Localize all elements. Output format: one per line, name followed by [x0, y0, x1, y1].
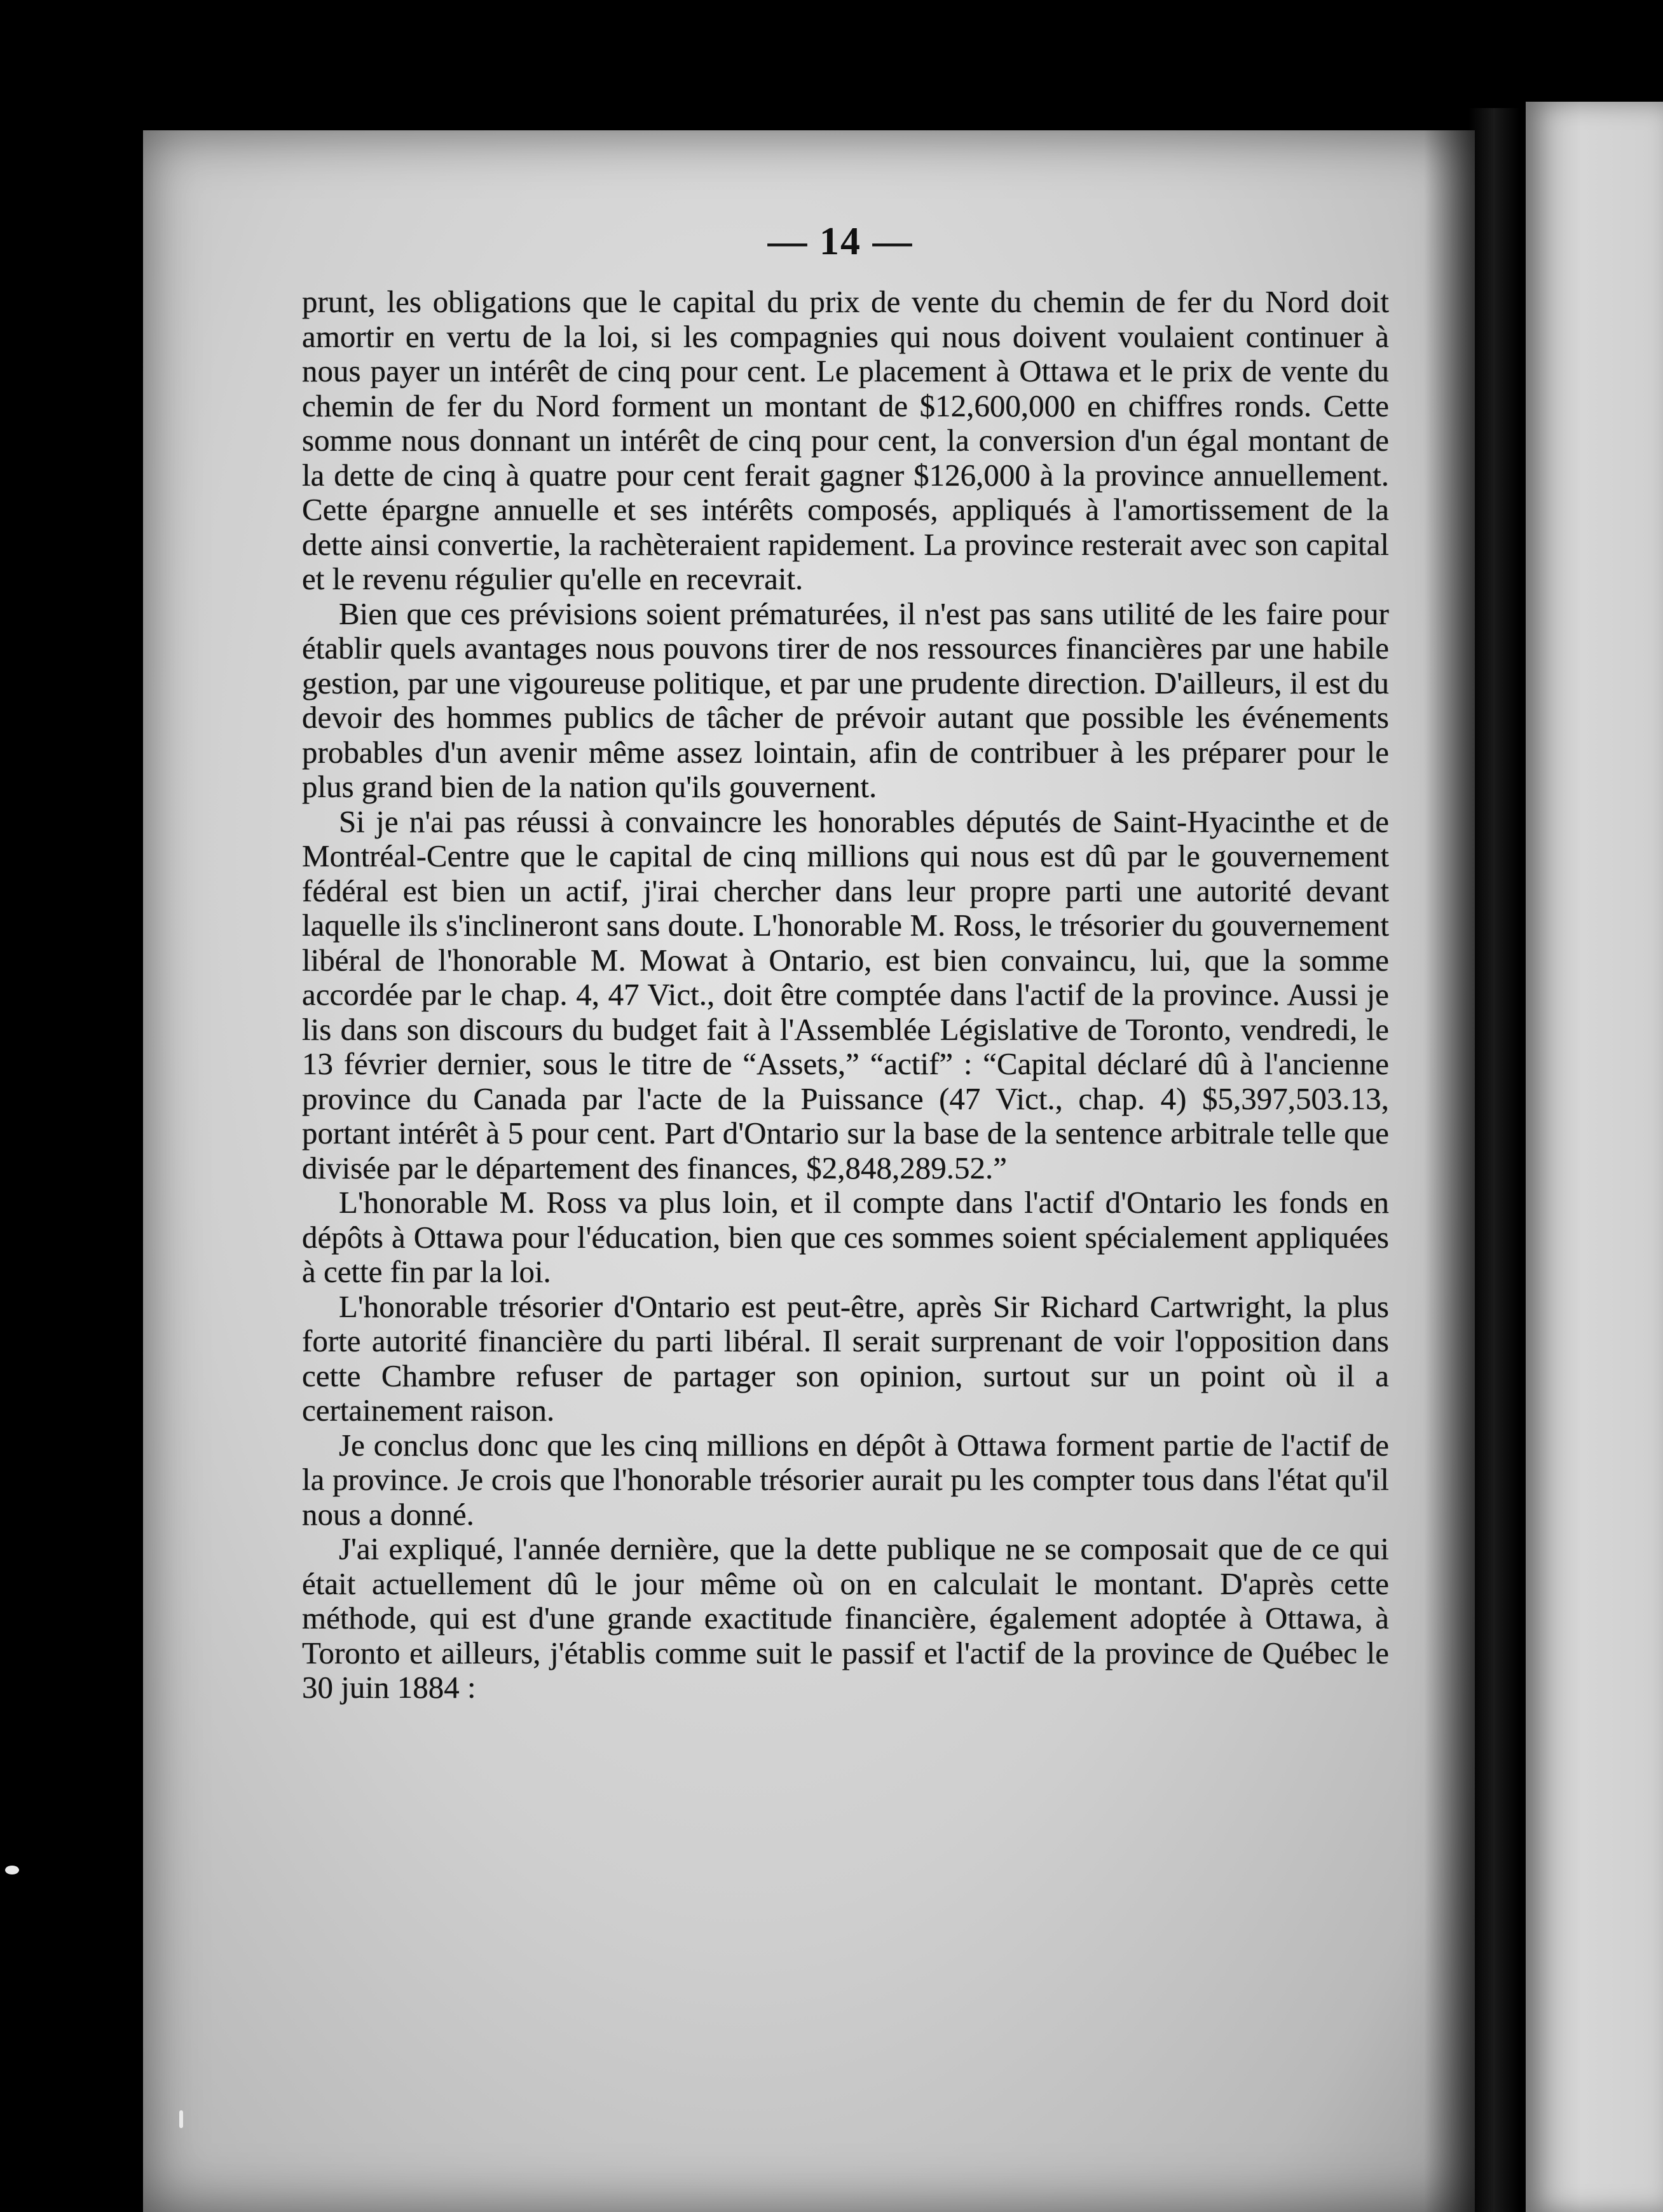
paragraph: Si je n'ai pas réussi à convaincre les honorables députés de Saint-Hyacinthe et de Montréal-Centre que le capital de cinq millions qui nous est dû par le gouvernement fédéral est bien un actif, j'irai chercher dans leur propre parti une autorité devant laquelle ils s'inclineront sans doute. L'honorable M. Ross, le trésorier du gouvernement libéral de l'honorable M. Mowat à Ontario, est bien convaincu, lui, que la somme accordée par le chap. 4, 47 Vict., doit être comptée dans l'actif de la province. Aussi je lis dans son discours du budget fait à l'Assemblée Législative de Toronto, vendredi, le 13 février dernier, sous le titre de “Assets,” “actif” : “Capital déclaré dû à l'ancienne province du Canada par l'acte de la Puissance (47 Vict., chap. 4) $5,397,503.13, portant intérêt à 5 pour cent. Part d'Ontario sur la base de la sentence arbitrale telle que divisée par le département des finances, $2,848,289.52.”	[302, 803, 1389, 1185]
scan-speck	[5, 1866, 19, 1874]
right-page	[1526, 102, 1663, 2212]
paragraph: L'honorable M. Ross va plus loin, et il compte dans l'actif d'Ontario les fonds en dépôts à Ottawa pour l'éducation, bien que ces sommes soient spécialement appliquées à cette fin par la loi.	[302, 1185, 1389, 1289]
paragraph: Je conclus donc que les cinq millions en dépôt à Ottawa forment partie de l'actif de la province. Je crois que l'honorable trésorier aurait pu les compter tous dans l'état qu'il nous a donné.	[302, 1427, 1389, 1532]
scan-speck	[179, 2110, 183, 2128]
paragraph: Bien que ces prévisions soient prématurées, il n'est pas sans utilité de les faire pour établir quels avantages nous pouvons tirer de nos ressources financières par une habile gestion, par une vigoureuse politique, et par une prudente direction. D'ailleurs, il est du devoir des hommes publics de tâcher de prévoir autant que possible les événements probables d'un avenir même assez lointain, afin de contribuer à les préparer pour le plus grand bien de la nation qu'ils gouvernent.	[302, 596, 1389, 804]
page-number: — 14 —	[767, 220, 914, 263]
paragraph: J'ai expliqué, l'année dernière, que la dette publique ne se composait que de ce qui était actuellement dû le jour même où on en calculait le montant. D'après cette méthode, qui est d'une grande exactitude financière, également adoptée à Ottawa, à Toronto et ailleurs, j'établis comme suit le passif et l'actif de la province de Québec le 30 juin 1884 :	[302, 1531, 1389, 1705]
paragraph: prunt, les obligations que le capital du prix de vente du chemin de fer du Nord doit amortir en vertu de la loi, si les compagnies qui nous doivent voulaient continuer à nous payer un intérêt de cinq pour cent. Le placement à Ottawa et le prix de vente du chemin de fer du Nord forment un montant de $12,600,000 en chiffres ronds. Cette somme nous donnant un intérêt de cinq pour cent, la conversion d'un égal montant de la dette de cinq à quatre pour cent ferait gagner $126,000 à la province annuellement. Cette épargne annuelle et ses intérêts composés, appliqués à l'amortissement de la dette ainsi convertie, la rachèteraient rapidement. La province resterait avec son capital et le revenu régulier qu'elle en recevrait.	[302, 284, 1389, 596]
paragraph: L'honorable trésorier d'Ontario est peut-être, après Sir Richard Cartwright, la plus forte autorité financière du parti libéral. Il serait surprenant de voir l'opposition dans cette Chambre refuser de partager son opinion, surtout sur un point où il a certainement raison.	[302, 1288, 1389, 1428]
body-text	[302, 285, 1389, 1705]
